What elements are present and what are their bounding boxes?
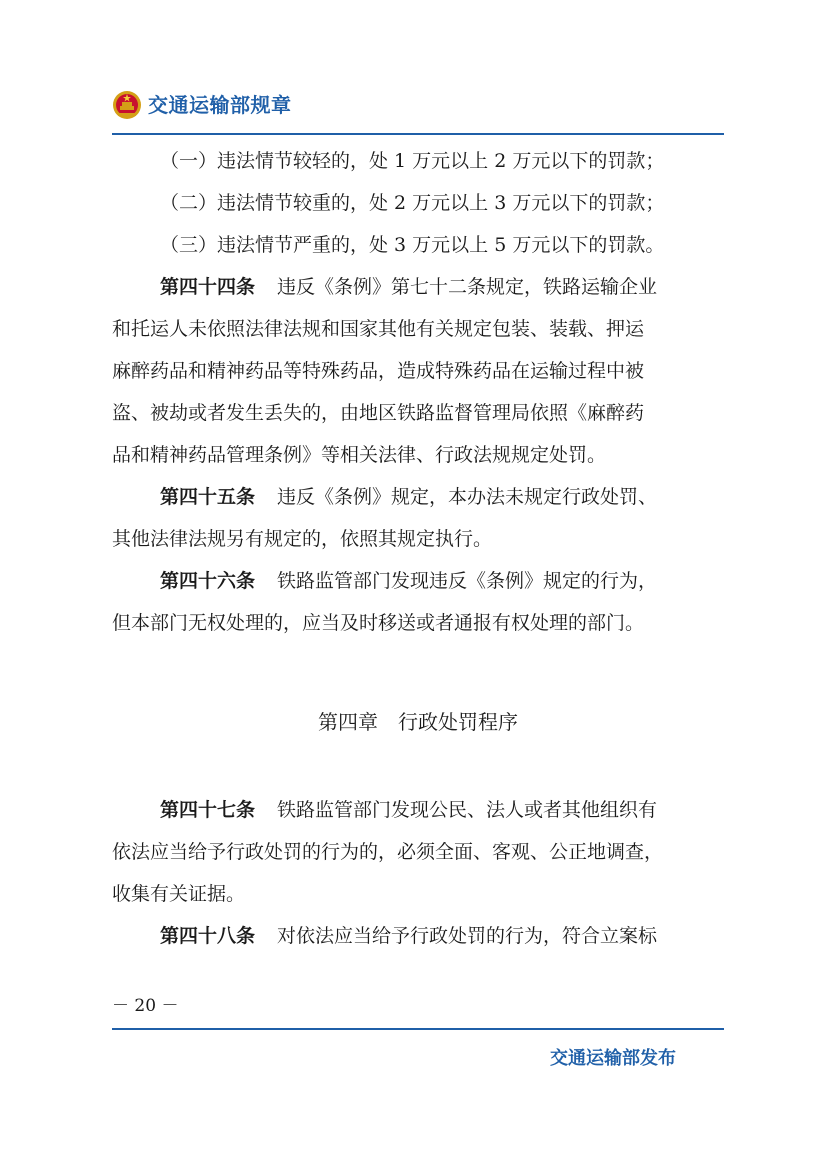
header-title: 交通运输部规章: [148, 93, 292, 117]
list-item: （一）违法情节较轻的，处 1 万元以上 2 万元以下的罚款；: [160, 150, 665, 172]
article-45-line: 其他法律法规另有规定的，依照其规定执行。: [112, 528, 493, 550]
header-divider: [112, 133, 724, 135]
article-44-line: 盗、被劫或者发生丢失的，由地区铁路监督管理局依照《麻醉药: [112, 402, 645, 424]
chapter-heading: 第四章 行政处罚程序: [318, 710, 518, 734]
article-44-line: 第四十四条 违反《条例》第七十二条规定，铁路运输企业: [112, 266, 724, 308]
article-number: 第四十六条: [160, 570, 256, 592]
article-number: 第四十七条: [160, 799, 256, 821]
body-text-block-2: [112, 789, 724, 957]
article-46-line: 但本部门无权处理的，应当及时移送或者通报有权处理的部门。: [112, 612, 645, 634]
article-number: 第四十八条: [160, 925, 256, 947]
article-number: 第四十五条: [160, 486, 256, 508]
list-item: （三）违法情节严重的，处 3 万元以上 5 万元以下的罚款。: [160, 234, 665, 256]
article-47-line: 收集有关证据。: [112, 883, 246, 905]
article-47-line: 依法应当给予行政处罚的行为的，必须全面、客观、公正地调查，: [112, 841, 664, 863]
national-emblem-icon: [112, 90, 142, 120]
article-47-line: 第四十七条 铁路监管部门发现公民、法人或者其他组织有: [112, 789, 724, 831]
page-number: － 20 －: [112, 996, 179, 1016]
article-44-line: 麻醉药品和精神药品等特殊药品，造成特殊药品在运输过程中被: [112, 360, 645, 382]
body-text-block-1: [112, 140, 724, 644]
article-number: 第四十四条: [160, 276, 256, 298]
article-48-line: 第四十八条 对依法应当给予行政处罚的行为，符合立案标: [112, 915, 724, 957]
list-item: （二）违法情节较重的，处 2 万元以上 3 万元以下的罚款；: [160, 192, 665, 214]
page-header: [112, 86, 724, 134]
footer-publisher: 交通运输部发布: [550, 1048, 676, 1069]
article-44-line: 和托运人未依照法律法规和国家其他有关规定包装、装载、押运: [112, 318, 645, 340]
footer-divider: [112, 1028, 724, 1030]
article-44-line: 品和精神药品管理条例》等相关法律、行政法规规定处罚。: [112, 444, 607, 466]
article-45-line: 第四十五条 违反《条例》规定，本办法未规定行政处罚、: [112, 476, 724, 518]
article-46-line: 第四十六条 铁路监管部门发现违反《条例》规定的行为，: [112, 560, 724, 602]
